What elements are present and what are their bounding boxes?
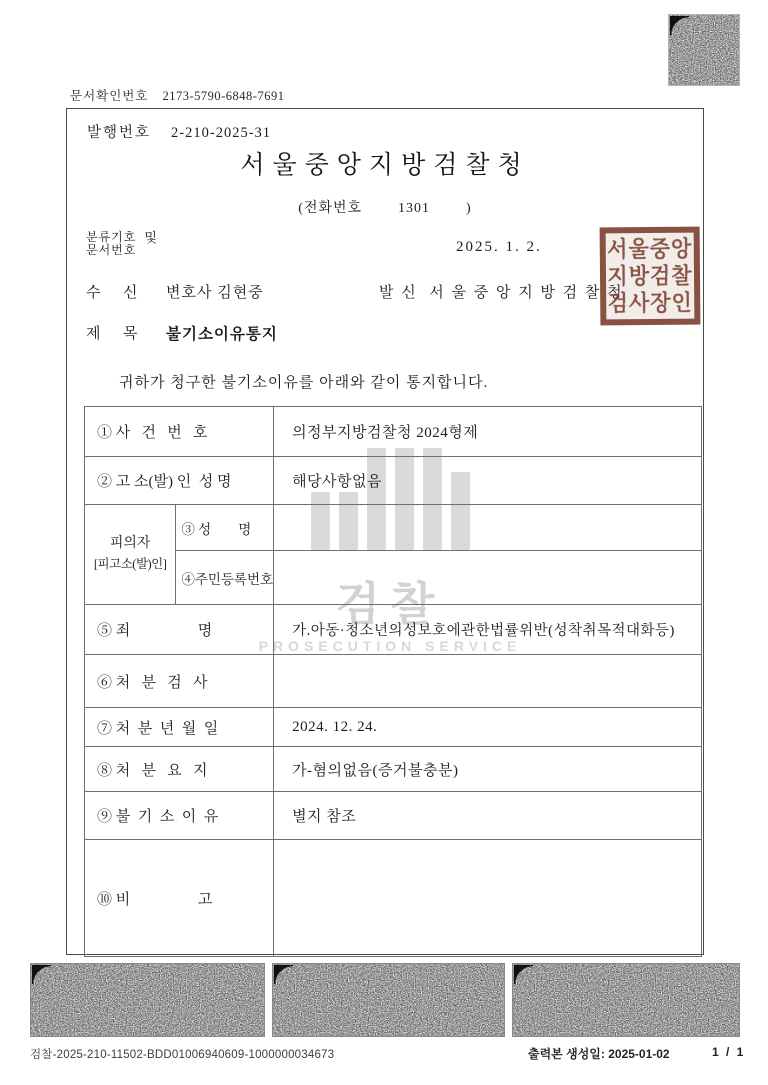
row-label: ⑩ 비 고	[85, 840, 274, 957]
table-row-disposition-prosecutor	[85, 655, 702, 708]
barcode	[30, 963, 265, 1037]
phone-number-line: (전화번호 1301 )	[298, 201, 472, 216]
row-label: ⑥ 처 분 검 사	[85, 655, 274, 708]
row-label: ⑦ 처 분 년 월 일	[85, 708, 274, 747]
row-label: ③ 성 명	[176, 505, 274, 551]
row-value	[274, 840, 702, 957]
table-row-disposition-date	[85, 708, 702, 747]
table-row-offense-name	[85, 605, 702, 655]
seal-text-row: 지방검찰	[607, 263, 693, 289]
row-value: 가-혐의없음(증거불충분)	[274, 747, 702, 792]
barcode	[272, 963, 505, 1037]
row-label: ⑨ 불 기 소 이 유	[85, 792, 274, 840]
doc-check-label: 문서확인번호	[70, 89, 149, 103]
official-seal	[600, 227, 701, 326]
row-label: ⑤ 죄 명	[85, 605, 274, 655]
row-value	[274, 505, 702, 551]
scan-mark-icon	[514, 965, 540, 991]
row-value: 가.아동·청소년의성보호에관한법률위반(성착취목적대화등)	[274, 605, 702, 655]
table-row-suspect-reg-number	[85, 551, 702, 605]
qr-code	[668, 14, 740, 86]
subject-value: 불기소이유통지	[166, 326, 278, 343]
recipient-label: 수 신	[86, 285, 138, 301]
row-value: 의정부지방검찰청 2024형제	[274, 407, 702, 457]
row-value: 별지 참조	[274, 792, 702, 840]
table-row-disposition-summary	[85, 747, 702, 792]
notice-sentence: 귀하가 청구한 불기소이유를 아래와 같이 통지합니다.	[119, 375, 489, 391]
classification-line1: 분류기호	[86, 230, 137, 244]
seal-text-row: 검사장인	[607, 290, 693, 316]
recipient-value: 변호사 김현중	[166, 285, 264, 301]
classification-and: 및	[144, 230, 158, 245]
barcode-noise-pattern	[513, 964, 739, 1036]
document-date: 2025. 1. 2.	[456, 239, 542, 255]
row-label: ⑧ 처 분 요 지	[85, 747, 274, 792]
footer-page-number: 1 / 1	[712, 1045, 746, 1059]
page-title: 서울중앙지방검찰청	[240, 152, 530, 179]
suspect-label-line1: 피의자	[109, 536, 151, 551]
scan-mark-icon	[274, 965, 300, 991]
table-row-case-number	[85, 407, 702, 457]
watermark-korean-text: 검찰	[335, 578, 445, 630]
watermark-english-text: PROSECUTION SERVICE	[258, 638, 522, 654]
issue-number-label: 발행번호	[87, 125, 152, 141]
table-row-complainant-name	[85, 457, 702, 505]
table-row-remarks	[85, 840, 702, 957]
suspect-group-label	[85, 505, 176, 605]
row-label: ② 고 소(발) 인 성 명	[85, 457, 274, 505]
row-label: ④주민등록번호	[176, 551, 274, 605]
classification-line2: 문서번호	[86, 243, 137, 257]
row-value	[274, 551, 702, 605]
table-row-non-prosecution-reason	[85, 792, 702, 840]
barcode-noise-pattern	[31, 964, 264, 1036]
scan-mark-icon	[32, 965, 58, 991]
footer-generated-date: 출력본 생성일: 2025-01-02	[528, 1047, 670, 1061]
issue-number-line	[87, 121, 271, 142]
row-value	[274, 655, 702, 708]
case-info-table	[84, 406, 702, 957]
sender-line: 발 신 서 울 중 앙 지 방 검 찰 청	[379, 285, 624, 301]
suspect-label-line2: [피고소(발)인]	[93, 557, 167, 571]
doc-check-number: 2173-5790-6848-7691	[162, 89, 285, 103]
classification-label	[86, 231, 158, 257]
table-row-suspect-name	[85, 505, 702, 551]
scan-mark-icon	[670, 16, 696, 42]
row-value: 2024. 12. 24.	[274, 708, 702, 747]
doc-check-line	[70, 86, 284, 104]
row-value: 해당사항없음	[274, 457, 702, 505]
footer-doc-id: 검찰-2025-210-11502-BDD01006940609-1000000034673	[30, 1049, 335, 1061]
barcode	[512, 963, 740, 1037]
seal-text-row: 서울중앙	[607, 236, 693, 262]
issue-number-value: 2-210-2025-31	[171, 125, 272, 141]
row-label: ① 사 건 번 호	[85, 407, 274, 457]
subject-label: 제 목	[86, 326, 138, 342]
barcode-noise-pattern	[273, 964, 504, 1036]
